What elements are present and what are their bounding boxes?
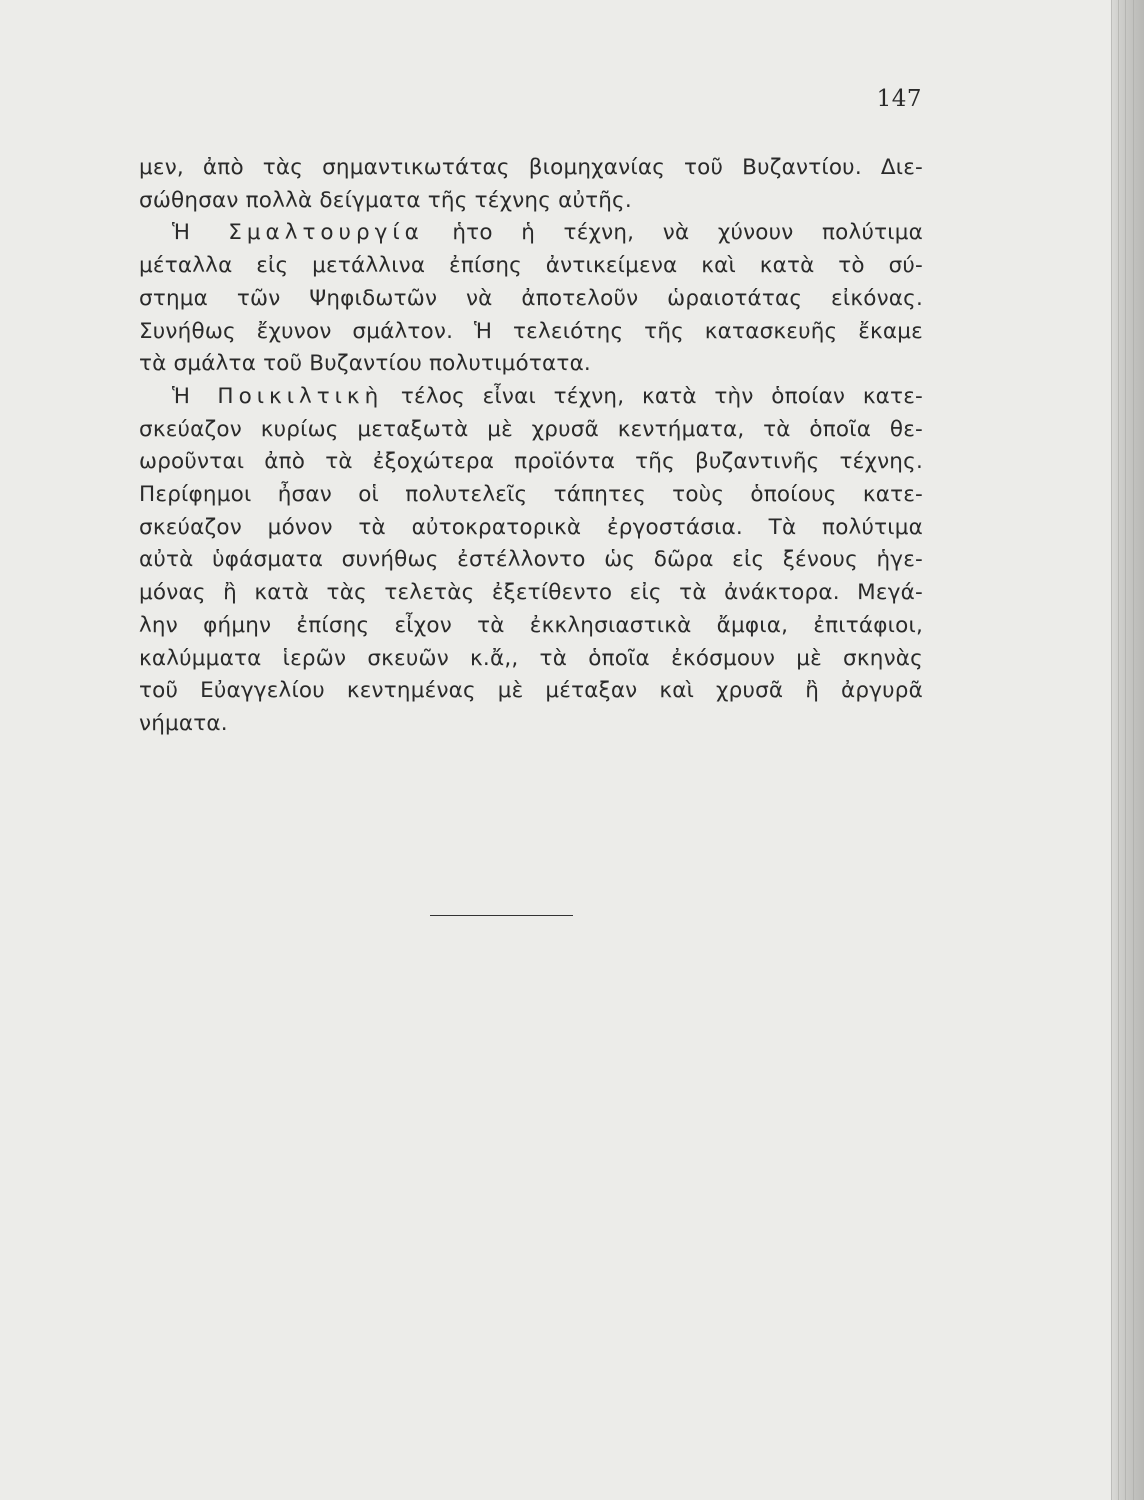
page-edge-line [1125,0,1126,1500]
text-line: μόνας ἢ κατὰ τὰς τελετὰς ἐξετίθεντο εἰς τὰ ἀνάκτορα. Μεγά- [139,580,923,606]
text-line: νήματα. [139,710,228,736]
text-line [139,381,923,414]
text-line: τοῦ Εὐαγγελίου κεντημένας μὲ μέταξαν καὶ χρυσᾶ ἢ ἀργυρᾶ [139,678,923,704]
text-line: σκεύαζον μόνον τὰ αὐτοκρατορικὰ ἐργοστάσια. Τὰ πολύτιμα [139,514,923,540]
text-line: Συνήθως ἔχυνον σμάλτον. Ἡ τελειότης τῆς κατασκευῆς ἔκαμε [139,318,923,344]
spaced-term-smaltourgia: Ἡ Σμαλτουργία [172,220,424,246]
text-line: μέταλλα εἰς μετάλλινα ἐπίσης ἀντικείμενα καὶ κατὰ τὸ σύ- [139,253,923,279]
page-edge-line [1133,0,1134,1500]
text-line: καλύμματα ἱερῶν σκευῶν κ.ἄ,, τὰ ὁποῖα ἐκόσμουν μὲ σκηνὰς [139,645,923,671]
text-line: Περίφημοι ἦσαν οἱ πολυτελεῖς τάπητες τοὺς ὁποίους κατε- [139,482,923,508]
text-line: αὐτὰ ὑφάσματα συνήθως ἐστέλλοντο ὡς δῶρα εἰς ξένους ἡγε- [139,547,923,573]
text-line [139,217,923,250]
text-line: τὰ σμάλτα τοῦ Βυζαντίου πολυτιμότατα. [139,351,591,377]
text-line: μεν, ἀπὸ τὰς σημαντικωτάτας βιομηχανίας τοῦ Βυζαντίου. Διε- [139,155,923,180]
book-page-edge [1111,0,1144,1500]
text-line-rest: τέλος εἶναι τέχνη, κατὰ τὴν ὁποίαν κατε- [400,383,923,409]
text-line: σκεύαζον κυρίως μεταξωτὰ μὲ χρυσᾶ κεντήματα, τὰ ὁποῖα θε- [139,416,923,442]
section-end-rule [430,915,573,916]
spaced-term-poikiltiki: Ἡ Ποικιλτικὴ [172,383,384,409]
text-line: σώθησαν πολλὰ δείγματα τῆς τέχνης αὐτῆς. [139,187,632,213]
page-number: 147 [876,86,922,112]
text-line-rest: ἡτο ἡ τέχνη, νὰ χύνουν πολύτιμα [452,220,923,246]
text-line: ωροῦνται ἀπὸ τὰ ἐξοχώτερα προϊόντα τῆς βυζαντινῆς τέχνης. [139,449,923,475]
text-line: στημα τῶν Ψηφιδωτῶν νὰ ἀποτελοῦν ὡραιοτάτας εἰκόνας. [139,285,923,311]
page-edge-line [1118,0,1119,1500]
body-text [139,152,923,741]
text-line: λην φήμην ἐπίσης εἶχον τὰ ἐκκλησιαστικὰ ἄμφια, ἐπιτάφιοι, [139,612,923,638]
